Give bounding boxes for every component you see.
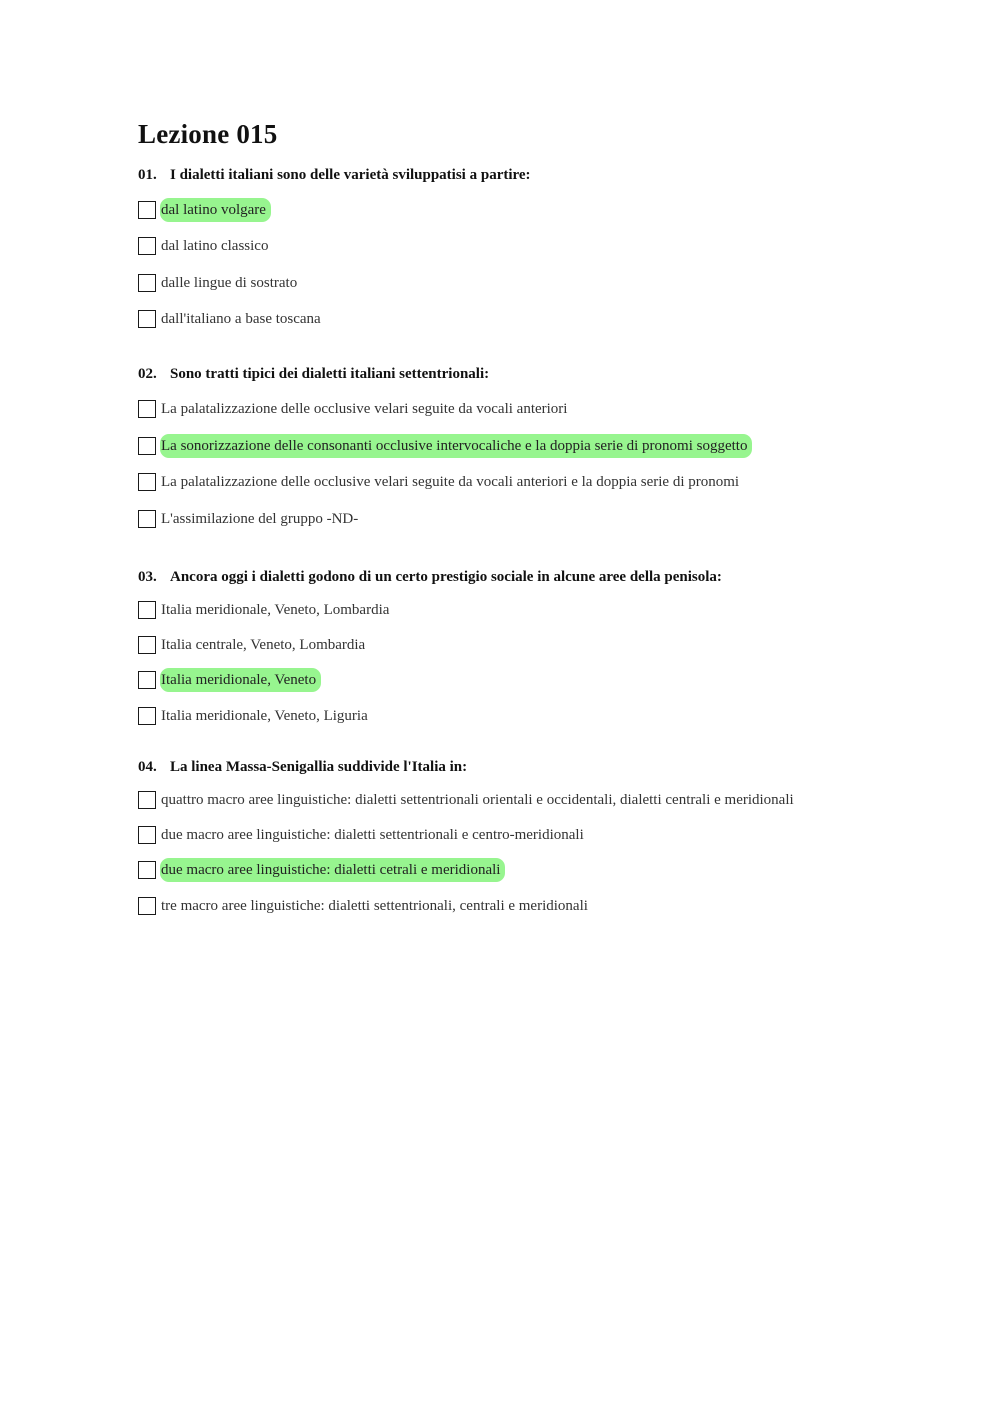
answer-checkbox[interactable]: [138, 237, 156, 255]
question-01: [138, 165, 858, 335]
answer-option[interactable]: [138, 471, 742, 493]
question-text: I dialetti italiani sono delle varietà sviluppatisi a partire:: [170, 167, 531, 183]
answer-label: Italia centrale, Veneto, Lombardia: [161, 637, 366, 653]
answer-checkbox[interactable]: [138, 437, 156, 455]
answer-label: L'assimilazione del gruppo -ND-: [161, 511, 359, 527]
question-04: [138, 757, 858, 922]
answer-label: Italia meridionale, Veneto: [160, 668, 321, 692]
answer-checkbox[interactable]: [138, 671, 156, 689]
answer-label: quattro macro aree linguistiche: dialetti settentrionali orientali e occidentali, dialetti centrali e meridionali: [161, 792, 794, 808]
answer-checkbox[interactable]: [138, 274, 156, 292]
answer-label: La palatalizzazione delle occlusive velari seguite da vocali anteriori e la doppia serie di pronomi: [161, 474, 740, 490]
answer-label: due macro aree linguistiche: dialetti settentrionali e centro-meridionali: [161, 827, 584, 843]
answer-checkbox[interactable]: [138, 510, 156, 528]
answer-checkbox[interactable]: [138, 791, 156, 809]
question-heading: [138, 757, 858, 777]
question-text: La linea Massa-Senigallia suddivide l'Italia in:: [170, 759, 468, 775]
answer-option[interactable]: [138, 634, 368, 656]
answer-label: dal latino volgare: [160, 198, 271, 222]
question-number: 01.: [138, 167, 157, 183]
answer-option[interactable]: [138, 789, 797, 811]
answer-option[interactable]: [138, 199, 271, 221]
answer-option[interactable]: [138, 895, 591, 917]
question-heading: [138, 567, 858, 587]
answer-label: Italia meridionale, Veneto, Lombardia: [161, 602, 390, 618]
question-heading: [138, 165, 858, 185]
answer-label: La sonorizzazione delle consonanti occlusive intervocaliche e la doppia serie di pronomi soggetto: [160, 434, 752, 458]
answer-checkbox[interactable]: [138, 636, 156, 654]
answer-label: Italia meridionale, Veneto, Liguria: [161, 708, 368, 724]
answer-label: due macro aree linguistiche: dialetti cetrali e meridionali: [160, 858, 505, 882]
question-text: Sono tratti tipici dei dialetti italiani settentrionali:: [170, 366, 490, 382]
question-heading: [138, 364, 858, 384]
answer-option[interactable]: [138, 705, 371, 727]
answer-label: La palatalizzazione delle occlusive velari seguite da vocali anteriori: [161, 401, 568, 417]
answer-option[interactable]: [138, 308, 324, 330]
question-02: [138, 364, 858, 534]
answer-label: dalle lingue di sostrato: [161, 275, 298, 291]
answer-checkbox[interactable]: [138, 201, 156, 219]
question-03: [138, 567, 858, 732]
answer-label: tre macro aree linguistiche: dialetti settentrionali, centrali e meridionali: [161, 898, 588, 914]
answer-option[interactable]: [138, 824, 587, 846]
question-number: 02.: [138, 366, 157, 382]
question-number: 03.: [138, 569, 157, 585]
question-number: 04.: [138, 759, 157, 775]
answer-checkbox[interactable]: [138, 897, 156, 915]
answer-option[interactable]: [138, 398, 570, 420]
answer-option[interactable]: [138, 599, 392, 621]
question-text: Ancora oggi i dialetti godono di un certo prestigio sociale in alcune aree della penisola:: [170, 569, 722, 585]
answer-option[interactable]: [138, 859, 505, 881]
answer-checkbox[interactable]: [138, 310, 156, 328]
answer-label: dal latino classico: [161, 238, 269, 254]
answer-label: dall'italiano a base toscana: [161, 311, 321, 327]
answer-checkbox[interactable]: [138, 826, 156, 844]
answer-checkbox[interactable]: [138, 601, 156, 619]
answer-checkbox[interactable]: [138, 400, 156, 418]
answer-option[interactable]: [138, 508, 361, 530]
answer-option[interactable]: [138, 669, 321, 691]
answer-checkbox[interactable]: [138, 473, 156, 491]
answer-checkbox[interactable]: [138, 707, 156, 725]
answer-option[interactable]: [138, 272, 300, 294]
answer-option[interactable]: [138, 435, 752, 457]
answer-option[interactable]: [138, 235, 271, 257]
page-title: Lezione 015: [138, 119, 278, 149]
answer-checkbox[interactable]: [138, 861, 156, 879]
